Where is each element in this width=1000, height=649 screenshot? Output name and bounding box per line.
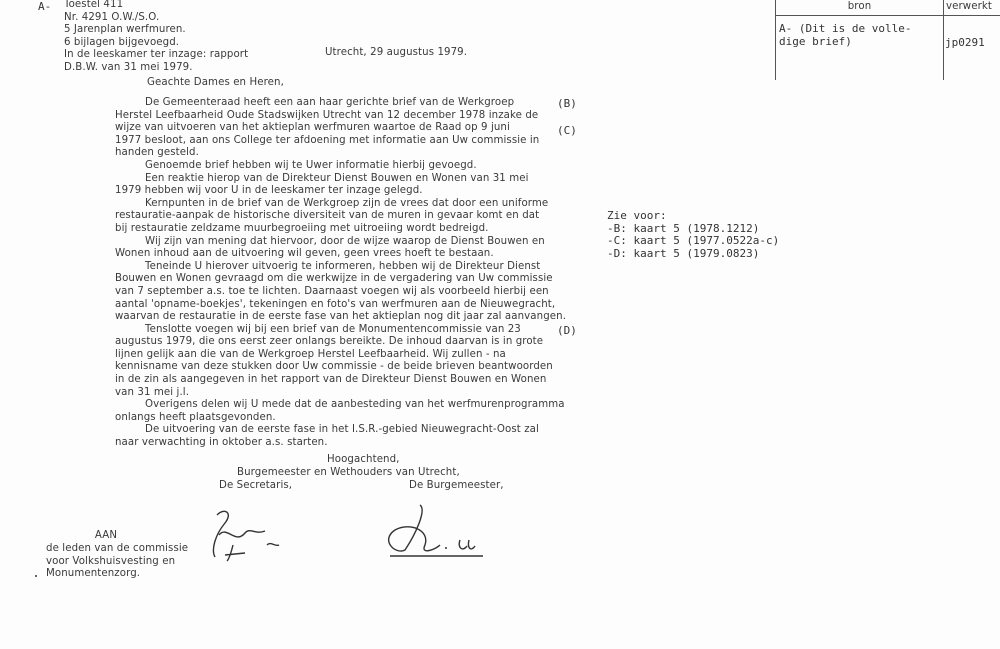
table-header-bron: bron (847, 1, 872, 12)
body-line: De uitvoering van de eerste fase in het I.S.R.-gebied Nieuwegracht-Oost zal (145, 424, 539, 436)
body-line: handen gesteld. (115, 147, 199, 159)
see-also-notes (607, 210, 779, 260)
marker-c: (C) (557, 124, 577, 137)
table-divider (943, 0, 944, 80)
body-line: Een reaktie hierop van de Direkteur Dienst Bouwen en Wonen van 31 mei (145, 172, 529, 184)
closing-greeting: Hoogachtend, (327, 454, 400, 465)
body-line: 1977 besloot, aan ons College ter afdoening met informatie aan Uw commissie in (115, 134, 540, 146)
body-line: wijze van uitvoeren van het aktieplan werfmuren waartoe de Raad op 9 juni (115, 122, 510, 134)
see-also-line: -C: kaart 5 (1977.0522a-c) (607, 234, 780, 248)
mayor-label: De Burgemeester, (409, 480, 504, 491)
table-bron-cell (779, 23, 911, 48)
addressee-line: Monumentenzorg. (46, 568, 141, 580)
body-line: Genoemde brief hebben wij te Uwer informatie hierbij gevoegd. (145, 159, 477, 171)
body-line: augustus 1979, die ons eerst zeer onlangs bereikte. De inhoud daarvan is in grote (115, 336, 544, 348)
see-also-line: -B: kaart 5 (1978.1212) (607, 221, 760, 235)
see-also-line: -D: kaart 5 (1979.0823) (607, 246, 760, 260)
table-divider (775, 0, 776, 80)
body-line: Overigens delen wij U mede dat de aanbesteding van het werfmurenprogramma (145, 399, 565, 411)
table-header-verwerkt: verwerkt (946, 1, 992, 12)
body-line: lijnen gelijk aan die van de Werkgroep Herstel Leefbaarheid. Wij zullen - na (115, 348, 506, 360)
body-line: 1979 hebben wij voor U in de leeskamer ter inzage gelegd. (115, 185, 423, 197)
closing-authority: Burgemeester en Wethouders van Utrecht, (237, 467, 460, 478)
header-line: 5 Jarenplan werfmuren. (64, 24, 186, 36)
addressee-label: AAN (94, 530, 118, 541)
letter-header (64, 0, 248, 75)
body-line: Bouwen en Wonen gevraagd om die werkwijze in de vergadering van Uw commissie (115, 273, 553, 285)
body-line: Tenslotte voegen wij bij een brief van de Monumentencommissie van 23 (145, 323, 521, 335)
body-line: De Gemeenteraad heeft een aan haar gerichte brief van de Werkgroep (145, 97, 515, 108)
speck (35, 575, 37, 577)
header-line: Toestel 411 (64, 0, 124, 10)
body-line: onlangs heeft plaatsgevonden. (115, 411, 276, 423)
margin-mark: A- (38, 0, 52, 13)
secretary-label: De Secretaris, (219, 480, 293, 491)
see-also-title: Zie voor: (607, 209, 667, 222)
header-line: D.B.W. van 31 mei 1979. (64, 61, 193, 73)
table-divider (775, 15, 1000, 16)
body-line: van 7 september a.s. toe te lichten. Daarnaast voegen wij als voorbeeld hierbij een (115, 285, 549, 297)
secretary-signature (205, 505, 285, 565)
marker-d: (D) (557, 324, 577, 337)
body-line: in de zin als aangegeven in het rapport van de Direkteur Dienst Bouwen en Wonen (115, 374, 547, 386)
body-line: kennisname van deze stukken door Uw commissie - de beide brieven beantwoorden (115, 361, 553, 373)
body-line: bij restauratie zeldzame muurbegroeiing met uitroeiing wordt bedreigd. (115, 222, 489, 234)
body-line: waarvan de restauratie in de eerste fase van het aktieplan nog dit jaar zal aanvangen. (115, 311, 567, 323)
bron-line: dige brief) (779, 34, 852, 48)
bron-line: A- (Dit is de volle- (779, 22, 912, 35)
body-line: van 31 mei j.l. (115, 386, 190, 398)
body-line: Wij zijn van mening dat hiervoor, door de wijze waarop de Dienst Bouwen en (145, 235, 545, 247)
body-line: Herstel Leefbaarheid Oude Stadswijken Utrecht van 12 december 1978 inzake de (115, 109, 539, 121)
table-verwerkt-cell: jp0291 (945, 36, 985, 49)
addressee (46, 543, 188, 581)
salutation: Geachte Dames en Heren, (147, 77, 284, 88)
header-line: In de leeskamer ter inzage: rapport (64, 49, 249, 61)
body-line: Kernpunten in de brief van de Werkgroep zijn de vrees dat door een uniforme (145, 197, 549, 209)
letter-body (115, 97, 567, 450)
body-line: restauratie-aanpak de historische diversiteit van de muren in gevaar komt en dat (115, 210, 540, 222)
addressee-line: voor Volkshuisvesting en (46, 555, 176, 567)
mayor-signature (375, 500, 485, 560)
body-line: aantal 'opname-boekjes', tekeningen en foto's van werfmuren aan de Nieuwegracht, (115, 298, 556, 310)
header-line: 6 bijlagen bijgevoegd. (64, 36, 180, 48)
body-line: Wonen inhoud aan de uitvoering wil geven, geen vrees hoeft te bestaan. (115, 248, 494, 260)
marker-b: (B) (557, 97, 577, 110)
addressee-line: de leden van de commissie (46, 543, 189, 554)
body-line: naar verwachting in oktober a.s. starten. (115, 437, 328, 449)
header-line: Nr. 4291 O.W./S.O. (64, 11, 160, 23)
body-line: Teneinde U hierover uitvoerig te informeren, hebben wij de Direkteur Dienst (145, 260, 541, 272)
letter-date: Utrecht, 29 augustus 1979. (325, 47, 468, 58)
